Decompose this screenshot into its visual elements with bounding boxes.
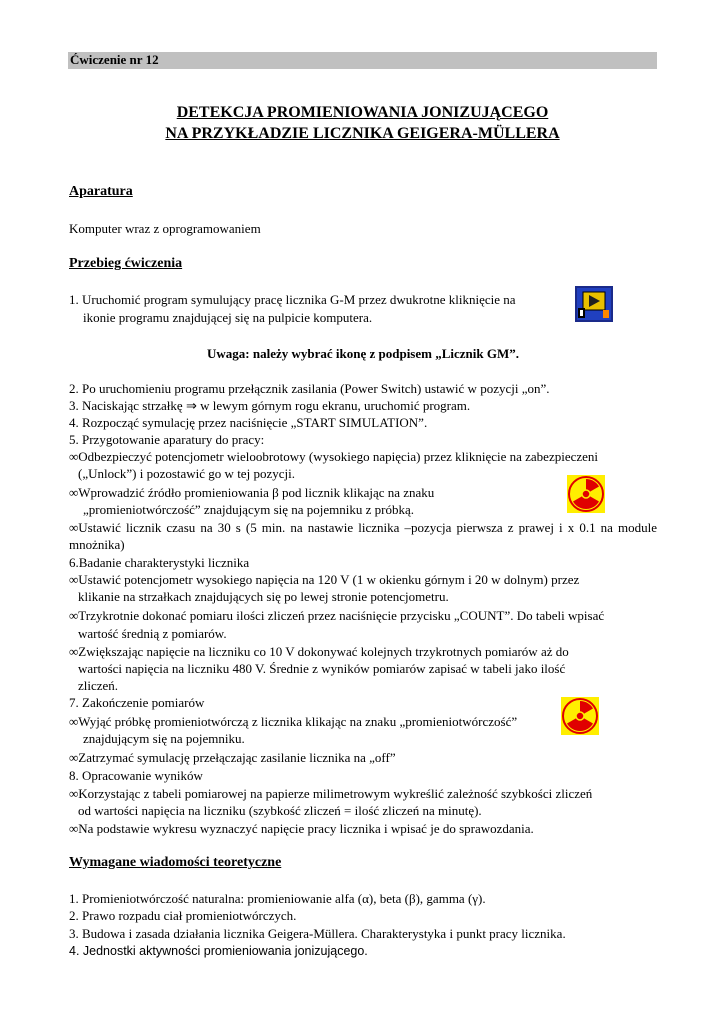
step-line: wartości napięcia na liczniku 480 V. Średnie z wyników pomiarów zapisać w tabeli jako ilość	[78, 661, 566, 676]
step-line: ∞Trzykrotnie dokonać pomiaru ilości zliczeń przez naciśnięcie przycisku „COUNT”. Do tabeli wpisać	[69, 608, 605, 623]
step-line: 4. Rozpocząć symulację przez naciśnięcie „START SIMULATION”.	[69, 415, 428, 430]
labview-program-icon	[575, 286, 613, 322]
section-heading-aparatura: Aparatura	[69, 184, 133, 199]
step-line: ∞Ustawić potencjometr wysokiego napięcia na 120 V (1 w okienku górnym i 20 w dolnym) przez	[69, 572, 580, 587]
step-line: ∞Na podstawie wykresu wyznaczyć napięcie pracy licznika i wpisać je do sprawozdania.	[69, 821, 534, 836]
step-line: 2. Po uruchomieniu programu przełącznik zasilania (Power Switch) ustawić w pozycji „on”.	[69, 381, 550, 396]
step-line: 5. Przygotowanie aparatury do pracy:	[69, 432, 265, 447]
step-line: 8. Opracowanie wyników	[69, 768, 203, 783]
step-line: 6.Badanie charakterystyki licznika	[69, 555, 250, 570]
step-line: ∞Zwiększając napięcie na liczniku co 10 V dokonywać kolejnych trzykrotnych pomiarów aż do	[69, 644, 569, 659]
step-line: ∞Ustawić licznik czasu na 30 s (5 min. na nastawie licznika –pozycja pierwsza z prawej i x 0.1 na module	[69, 520, 657, 535]
theory-item: 2. Prawo rozpadu ciał promieniotwórczych.	[69, 908, 297, 923]
theory-item: 1. Promieniotwórczość naturalna: promieniowanie alfa (α), beta (β), gamma (γ).	[69, 891, 486, 906]
step-line: wartość średnią z pomiarów.	[78, 626, 227, 641]
section-heading-przebieg: Przebieg ćwiczenia	[69, 256, 183, 271]
step-line: 3. Naciskając strzałkę ⇒ w lewym górnym rogu ekranu, uruchomić program.	[69, 398, 471, 413]
title-line-1: DETEKCJA PROMIENIOWANIA JONIZUJĄCEGO	[176, 104, 549, 121]
step-line: ∞Wprowadzić źródło promieniowania β pod licznik klikając na znaku	[69, 485, 435, 500]
step-line: 7. Zakończenie pomiarów	[69, 695, 205, 710]
exercise-header-bar	[68, 52, 657, 69]
step-line: od wartości napięcia na liczniku (szybkość zliczeń = ilość zliczeń na minutę).	[78, 803, 482, 818]
step-line: zliczeń.	[78, 678, 119, 693]
step-line: ikonie programu znajdującej się na pulpicie komputera.	[83, 310, 373, 325]
step-line: „promieniotwórczość” znajdującym się na pojemniku z próbką.	[83, 502, 415, 517]
step-line: ∞Zatrzymać symulację przełączając zasilanie licznika na „off”	[69, 750, 396, 765]
section-heading-wiadomosci: Wymagane wiadomości teoretyczne	[69, 855, 282, 870]
radiation-icon	[567, 475, 605, 513]
radiation-icon	[561, 697, 599, 735]
step-line: klikanie na strzałkach znajdujących się po lewej stronie potencjometru.	[78, 589, 449, 604]
title-line-2: NA PRZYKŁADZIE LICZNIKA GEIGERA-MÜLLERA	[165, 125, 560, 142]
step-line: ∞Korzystając z tabeli pomiarowej na papierze milimetrowym wykreślić zależność szybkości zliczeń	[69, 786, 593, 801]
step-line: mnożnika)	[69, 537, 125, 552]
note-icon-selection: Uwaga: należy wybrać ikonę z podpisem „Licznik GM”.	[207, 346, 519, 361]
step-line: 1. Uruchomić program symulujący pracę licznika G-M przez dwukrotne kliknięcie na	[69, 292, 516, 307]
exercise-number: Ćwiczenie nr 12	[70, 52, 159, 67]
theory-item: 3. Budowa i zasada działania licznika Geigera-Müllera. Charakterystyka i punkt pracy licznika.	[69, 926, 566, 941]
step-line: ∞Odbezpieczyć potencjometr wieloobrotowy (wysokiego napięcia) przez kliknięcie na zabezpieczeni	[69, 449, 599, 464]
theory-item: 4. Jednostki aktywności promieniowania jonizującego.	[69, 944, 368, 958]
step-line: znajdującym się na pojemniku.	[83, 731, 245, 746]
aparatura-text: Komputer wraz z oprogramowaniem	[69, 221, 261, 236]
step-line: („Unlock”) i pozostawić go w tej pozycji.	[78, 466, 295, 481]
step-line: ∞Wyjąć próbkę promieniotwórczą z licznika klikając na znaku „promieniotwórczość”	[69, 714, 518, 729]
